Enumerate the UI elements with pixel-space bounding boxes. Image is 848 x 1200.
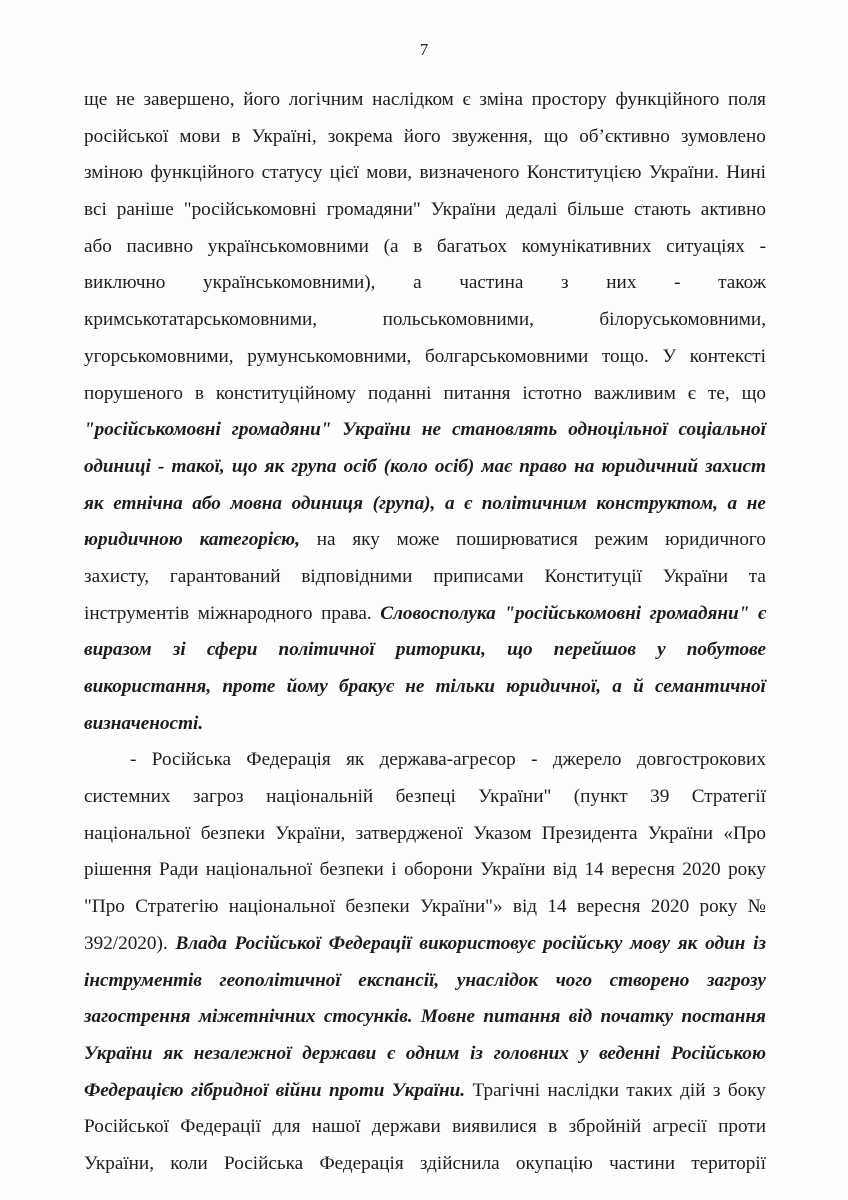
word: питання [443,382,511,404]
emphasized-word: одиниці [84,455,151,477]
word: румунськомовними, [247,345,412,367]
emphasized-word: є [758,602,766,624]
emphasized-word: й [633,676,644,697]
word: виключно [84,272,166,294]
text-line [84,706,766,743]
word: нашої [311,1116,361,1138]
emphasized-word: незалежної [193,1042,292,1064]
word: з [561,272,569,294]
word: Конституції [544,565,642,587]
word: "Про [84,896,125,918]
emphasized-word: із [470,1042,483,1064]
text-line [84,889,766,926]
emphasized-word: - [157,455,165,477]
emphasized-word: одноцільної [568,419,668,441]
emphasized-word: інструментів [84,969,202,991]
word: безпеки [200,822,265,844]
word: що [543,125,569,147]
word: Федерації [180,1116,262,1138]
word: - [759,235,766,257]
text-line [84,339,766,376]
word: болгарськомовними [424,345,589,367]
word: а [413,272,422,294]
emphasized-word: як [677,932,698,954]
emphasized-word: мовна [230,492,282,514]
emphasized-word: унаслідок [456,969,539,991]
emphasized-word: громадяни" [231,419,332,441]
word: Нині [726,162,766,184]
word: 2020 [682,859,721,881]
emphasized-word: конструктом, [596,492,718,514]
emphasized-word: має [481,455,513,477]
word: багатьох [436,235,507,257]
word: 392/2020). [84,932,168,954]
word: окупацію [515,1152,593,1174]
word: здійснила [419,1152,500,1174]
emphasized-word: побутове [686,639,766,661]
body-text [84,82,766,1183]
word: безпеці [395,786,456,808]
text-line [84,632,766,669]
word: "російськомовні [183,199,317,221]
emphasized-word: як [84,492,104,514]
word: України [480,859,546,881]
word: конституційному [215,382,357,404]
emphasized-word: мову [630,932,670,954]
word: дедалі [505,199,558,221]
word: Конституцією [526,162,642,184]
word: України"» [419,896,503,918]
word: оборони [404,859,473,881]
emphasized-word: як [264,455,285,477]
word: № [747,896,766,918]
word: порушеного [84,382,183,404]
emphasized-word: міжетнічних [198,1006,316,1028]
text-line [84,82,766,119]
text-line [84,229,766,266]
emphasized-word: є [464,492,473,514]
word: логічним [288,89,364,110]
word: в [548,1116,558,1138]
word: комунікативних [521,235,652,257]
word: Російська [224,1152,304,1174]
emphasized-word: у [579,1042,589,1064]
emphasized-word: є [387,1042,396,1064]
text-line [84,963,766,1000]
emphasized-word: України. [391,1079,466,1101]
word: (а [383,235,399,257]
word: Російської [84,1116,169,1138]
word: Ради [159,859,199,881]
word: з [712,1079,721,1101]
emphasized-word: Мовне [420,1006,476,1028]
word: українськомовними), [203,272,376,294]
text-line [84,119,766,156]
word: для [272,1116,301,1138]
word: коли [170,1152,208,1174]
text-line [84,779,766,816]
word: національної [84,822,191,844]
emphasized-word: сфери [206,639,258,661]
word: більше [567,199,624,221]
emphasized-word: юридичної, [506,676,602,697]
word: - [674,272,681,294]
emphasized-word: юридичною [84,529,183,551]
word: частини [609,1152,675,1174]
word: довгострокових [636,749,766,771]
word: боку [727,1079,766,1101]
word: України [647,822,714,844]
emphasized-word: що [507,639,533,661]
word: інструментів [84,602,190,624]
word: зміна [479,89,523,110]
emphasized-word: проте [222,676,276,697]
word: Стратегію [135,896,219,918]
word: Федерація [319,1152,404,1174]
word: простору [531,89,607,110]
emphasized-word: не [405,676,425,697]
word: мови, [366,162,413,184]
text-line [84,1146,766,1183]
word: зумовлено [680,125,766,147]
word: наслідком [372,89,454,110]
emphasized-word: загострення [84,1006,191,1028]
word: зміною [84,162,143,184]
word: те, [707,382,730,404]
word: частина [459,272,524,294]
emphasized-word: або [192,492,221,514]
word: У [662,345,677,367]
word: є [687,382,697,404]
text-line [84,1073,766,1110]
emphasized-word: експансії, [358,969,440,991]
word: 2020 [650,896,690,918]
word: наслідки [547,1079,619,1101]
word: Указом [473,822,532,844]
word: вересня [611,859,675,881]
text-line [84,412,766,449]
word: агресії [652,1116,707,1138]
emphasized-word: риторики, [395,639,486,661]
word: що [741,382,766,404]
word: українськомовними [207,235,369,257]
emphasized-word: група [291,455,337,477]
word: України [662,565,728,587]
word: ситуаціях [666,235,745,257]
word: національній [266,786,374,808]
emphasized-word: право [519,455,568,477]
text-line [84,486,766,523]
emphasized-word: Федерацією [84,1079,184,1101]
word: громадяни" [326,199,421,221]
word: всі [84,199,107,221]
emphasized-word: зі [172,639,186,661]
emphasized-word: а [727,492,738,514]
word: системних [84,786,171,808]
emphasized-word: використання, [84,676,212,697]
emphasized-word: створено [609,969,690,991]
emphasized-word: Словосполука [380,602,496,624]
word: Україні, [251,125,317,147]
text-line [84,302,766,339]
word: - [130,749,137,771]
emphasized-word: веденні [599,1042,661,1064]
word: і [391,859,397,881]
emphasized-word: (коло [383,455,428,477]
emphasized-word: одиниця [291,492,363,514]
word: стають [633,199,691,221]
emphasized-word: чого [555,969,593,991]
word: кримськотатарськомовними, [84,309,318,331]
word: України [430,199,496,221]
word: права. [321,602,372,624]
word: його [403,125,441,147]
word: ще [84,89,108,110]
emphasized-word: юридичний [601,455,699,477]
emphasized-word: від [568,1006,593,1028]
word: безпеки [345,896,410,918]
word: 14 [547,896,567,918]
emphasized-word: політичної [278,639,375,661]
emphasized-word: йому [286,676,328,697]
word: статусу [261,162,323,184]
word: його [243,89,281,110]
word: Трагічні [472,1079,541,1101]
word: Російська [151,749,231,771]
word: може [396,529,440,551]
emphasized-word: загрозу [706,969,766,991]
text-line [84,816,766,853]
word: об’єктивно [579,125,670,147]
word: цієї [329,162,359,184]
text-line [84,999,766,1036]
emphasized-word: осіб [343,455,377,477]
emphasized-word: Російської [234,932,321,954]
word: «Про [723,822,766,844]
emphasized-word: як [163,1042,183,1064]
word: території [691,1152,766,1174]
emphasized-word: бракує [339,676,394,697]
emphasized-word: один [705,932,746,954]
emphasized-word: не [746,492,766,514]
word: таких [626,1079,673,1101]
word: тощо. [601,345,649,367]
word: України, [275,822,346,844]
text-line [84,669,766,706]
word: України, [84,1152,154,1174]
emphasized-word: із [753,932,766,954]
emphasized-word: гібридної [190,1079,269,1101]
word: збройній [568,1116,642,1138]
word: в [231,125,241,147]
word: захисту, [84,565,150,587]
word: звуження, [451,125,533,147]
word: або [84,235,112,257]
emphasized-word: семантичної [654,676,766,697]
word: активно [700,199,766,221]
word: гарантований [169,565,281,587]
emphasized-word: на [574,455,595,477]
word: є [462,89,471,110]
word: в [194,382,204,404]
emphasized-word: російську [543,932,623,954]
text-line [84,852,766,889]
word: вересня [576,896,641,918]
emphasized-word: а [444,492,455,514]
emphasized-word: України [84,1042,153,1064]
word: затвердженої [355,822,463,844]
word: важливим [593,382,676,404]
emphasized-word: перейшов [553,639,636,661]
text-line [84,376,766,413]
emphasized-word: стосунків. [323,1006,413,1028]
emphasized-word: використовує [419,932,536,954]
emphasized-word: війни [275,1079,322,1101]
text-line [84,265,766,302]
word: на [316,529,336,551]
page-number: 7 [419,40,429,59]
emphasized-word: осіб) [434,455,475,477]
text-line [84,596,766,633]
emphasized-word: Федерації [328,932,412,954]
word: не [115,89,135,110]
emphasized-word: питання [483,1006,561,1028]
emphasized-word: проти [328,1079,385,1101]
word: мови [179,125,221,147]
emphasized-word: а [612,676,622,697]
word: пасивно [126,235,194,257]
text-line [84,192,766,229]
emphasized-word: початку [600,1006,674,1028]
word: білоруськомовними, [599,309,766,331]
word: функційного [615,89,720,110]
word: безпеки [319,859,384,881]
emphasized-word: що [231,455,258,477]
word: України. [648,162,719,184]
word: національної [205,859,313,881]
word: року [699,896,738,918]
text-line [84,559,766,596]
word: джерело [552,749,622,771]
word: 14 [584,859,604,881]
text-line [84,522,766,559]
word: відповідними [301,565,413,587]
word: дій [680,1079,706,1101]
word: рішення [84,859,152,881]
word: 39 [650,786,670,808]
word: від [552,859,578,881]
emphasized-word: політичним [481,492,587,514]
word: та [748,565,766,587]
emphasized-word: соціальної [678,419,766,441]
emphasized-word: держави [302,1042,377,1064]
text-line [84,742,766,779]
text-line [84,1036,766,1073]
word: істотно [522,382,582,404]
word: - [531,749,538,771]
word: поданні [368,382,432,404]
word: міжнародного [197,602,313,624]
word: Стратегії [691,786,766,808]
emphasized-word: виразом [84,639,152,661]
emphasized-word: "російськомовні [504,602,642,624]
text-line [84,926,766,963]
word: України" [478,786,552,808]
word: проти [718,1116,766,1138]
emphasized-word: не [421,419,441,441]
emphasized-word: постання [681,1006,766,1028]
word: приписами [433,565,524,587]
word: визначеного [419,162,520,184]
emphasized-word: Влада [175,932,227,954]
emphasized-word: громадяни" [649,602,750,624]
word: (пункт [573,786,628,808]
emphasized-word: геополітичної [219,969,341,991]
text-line [84,155,766,192]
word: Федерація [246,749,331,771]
emphasized-word: Російською [670,1042,766,1064]
word: юридичного [665,529,766,551]
emphasized-word: тільки [435,676,495,697]
word: польськомовними, [382,309,534,331]
emphasized-word: визначеності. [84,712,204,734]
emphasized-word: України [342,419,411,441]
emphasized-word: етнічна [113,492,183,514]
emphasized-word: одним [405,1042,460,1064]
emphasized-word: захист [705,455,766,477]
word: контексті [689,345,766,367]
word: яку [352,529,380,551]
word: як [346,749,365,771]
text-line [84,1109,766,1146]
word: Президента [541,822,638,844]
word: поля [727,89,766,110]
word: завершено, [143,89,235,110]
word: режим [594,529,649,551]
word: них [606,272,637,294]
emphasized-word: "російськомовні [84,419,221,441]
emphasized-word: головних [493,1042,569,1064]
word: держави [371,1116,441,1138]
word: поширюватися [456,529,578,551]
word: російської [84,125,169,147]
emphasized-word: категорією, [199,529,300,551]
word: від [512,896,538,918]
word: також [718,272,766,294]
word: року [728,859,766,881]
text-line [84,449,766,486]
word: виявилися [452,1116,537,1138]
emphasized-word: (група), [372,492,436,514]
word: національної [228,896,336,918]
word: в [413,235,423,257]
word: угорськомовними, [84,345,234,367]
emphasized-word: такої, [171,455,225,477]
word: загроз [192,786,244,808]
word: раніше [116,199,174,221]
emphasized-word: у [657,639,666,661]
emphasized-word: становлять [451,419,558,441]
word: функційного [150,162,255,184]
word: зокрема [327,125,393,147]
word: держава-агресор [379,749,516,771]
